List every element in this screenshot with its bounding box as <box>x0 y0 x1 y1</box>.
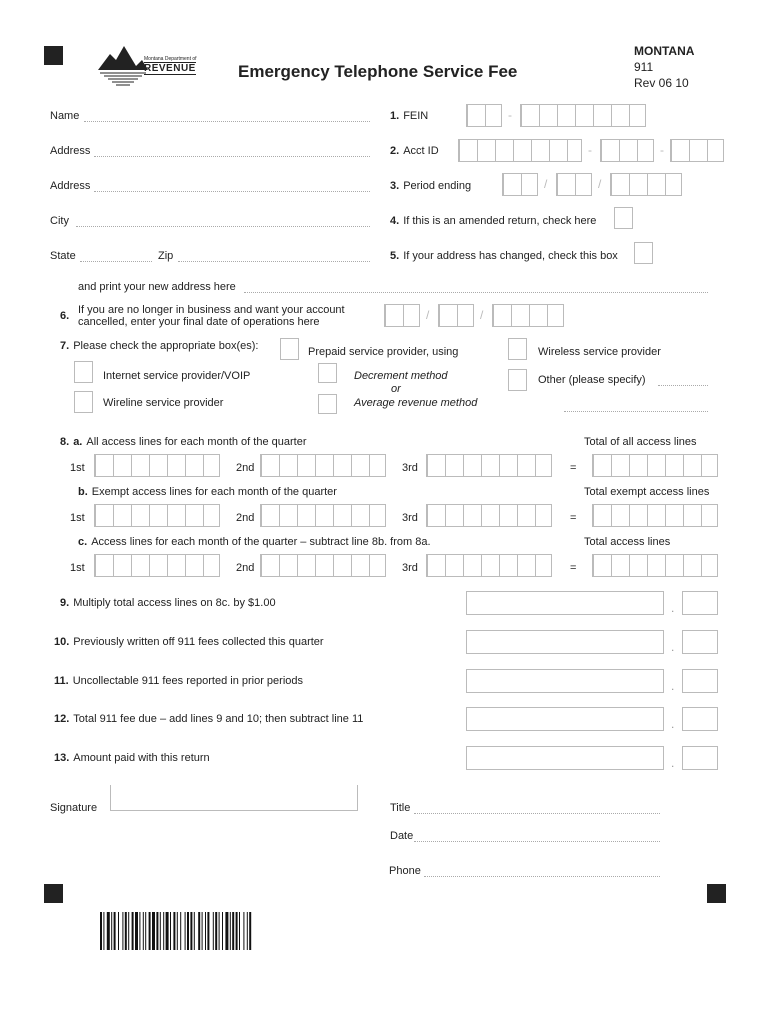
line13-dollars-input[interactable] <box>466 746 664 770</box>
line8c-month1-label: 1st <box>70 562 85 574</box>
line8a-equals: = <box>570 462 577 474</box>
line8a-month2-label: 2nd <box>236 462 255 474</box>
line8c-label: c. Access lines for each month of the quarter – subtract line 8b. from 8a. <box>78 536 431 548</box>
line9-label: 9. Multiply total access lines on 8c. by $1.00 <box>60 597 276 609</box>
line8c-total-label: Total access lines <box>584 536 671 548</box>
wireline-label: Wireline service provider <box>103 397 224 409</box>
line12-cents-input[interactable] <box>682 707 718 731</box>
address-changed-checkbox[interactable] <box>634 242 653 264</box>
line11-decimal: . <box>671 679 675 693</box>
title-field[interactable] <box>414 813 660 814</box>
line11-dollars-input[interactable] <box>466 669 664 693</box>
phone-field[interactable] <box>424 876 660 877</box>
fein-label: 1. FEIN <box>390 110 429 122</box>
barcode <box>100 912 354 950</box>
state-name: MONTANA <box>634 44 695 58</box>
period-year-input[interactable] <box>610 173 682 196</box>
fein-input[interactable] <box>520 104 646 127</box>
line8b-total-label: Total exempt access lines <box>584 486 710 498</box>
new-address-field[interactable] <box>244 292 708 293</box>
line8c-month3-input[interactable] <box>426 554 552 577</box>
registration-mark-top-left <box>44 46 63 65</box>
prepaid-checkbox[interactable] <box>280 338 299 360</box>
line8c-month1-input[interactable] <box>94 554 220 577</box>
line10-dollars-input[interactable] <box>466 630 664 654</box>
line11-label: 11. Uncollectable 911 fees reported in prior periods <box>54 675 304 687</box>
other-label: Other (please specify) <box>538 374 646 386</box>
line13-cents-input[interactable] <box>682 746 718 770</box>
final-date-slash-1: / <box>426 308 430 322</box>
wireless-label: Wireless service provider <box>538 346 661 358</box>
fein-prefix-input[interactable] <box>466 104 502 127</box>
other-specify-field-2[interactable] <box>564 411 708 412</box>
line6-text-2: cancelled, enter your final date of operations here <box>78 316 320 328</box>
other-checkbox[interactable] <box>508 369 527 391</box>
line8c-equals: = <box>570 562 577 574</box>
line8a-total-input[interactable] <box>592 454 718 477</box>
line9-cents-input[interactable] <box>682 591 718 615</box>
acct-id-input-2[interactable] <box>600 139 654 162</box>
new-address-label: and print your new address here <box>78 281 236 293</box>
line9-dollars-input[interactable] <box>466 591 664 615</box>
logo-department-text: Montana Department of <box>144 56 197 62</box>
phone-label: Phone <box>389 865 421 877</box>
signature-label: Signature <box>50 802 98 814</box>
period-label: 3. Period ending <box>390 180 472 192</box>
date-field[interactable] <box>414 841 660 842</box>
line8b-month3-input[interactable] <box>426 504 552 527</box>
name-label: Name <box>50 110 80 122</box>
line10-label: 10. Previously written off 911 fees collected this quarter <box>54 636 324 648</box>
period-slash-2: / <box>598 177 602 191</box>
decrement-label: Decrement method <box>354 370 448 382</box>
period-month-input[interactable] <box>502 173 538 196</box>
final-date-slash-2: / <box>480 308 484 322</box>
changed-label: 5. If your address has changed, check this box <box>390 250 618 262</box>
period-slash-1: / <box>544 177 548 191</box>
line8c-month2-label: 2nd <box>236 562 255 574</box>
other-specify-field[interactable] <box>658 385 708 386</box>
internet-checkbox[interactable] <box>74 361 93 383</box>
line13-decimal: . <box>671 756 675 770</box>
line8a-month2-input[interactable] <box>260 454 386 477</box>
acct-dash-1: - <box>588 143 592 157</box>
line9-decimal: . <box>671 601 675 615</box>
line8c-total-input[interactable] <box>592 554 718 577</box>
date-label: Date <box>390 830 414 842</box>
line8a-month3-label: 3rd <box>402 462 418 474</box>
name-field[interactable] <box>84 121 370 122</box>
average-checkbox[interactable] <box>318 394 337 414</box>
line8b-month1-label: 1st <box>70 512 85 524</box>
address2-label: Address <box>50 180 91 192</box>
address1-field[interactable] <box>94 156 370 157</box>
acct-id-input-1[interactable] <box>458 139 582 162</box>
revenue-logo <box>96 42 197 90</box>
line8c-month2-input[interactable] <box>260 554 386 577</box>
form-number: 911 <box>634 60 654 74</box>
wireline-checkbox[interactable] <box>74 391 93 413</box>
or-label: or <box>391 383 401 395</box>
line8a-month3-input[interactable] <box>426 454 552 477</box>
line6-text-1: If you are no longer in business and want your account <box>78 304 345 316</box>
line8b-label: b. Exempt access lines for each month of the quarter <box>78 486 337 498</box>
barcode-image <box>100 912 354 950</box>
amended-checkbox[interactable] <box>614 207 633 229</box>
line10-cents-input[interactable] <box>682 630 718 654</box>
line10-decimal: . <box>671 640 675 654</box>
state-label: State <box>50 250 76 262</box>
line12-dollars-input[interactable] <box>466 707 664 731</box>
title-label: Title <box>390 802 411 814</box>
zip-label: Zip <box>158 250 174 262</box>
revision: Rev 06 10 <box>634 76 689 90</box>
prepaid-label: Prepaid service provider, using <box>308 346 459 358</box>
final-date-month-input[interactable] <box>384 304 420 327</box>
city-field[interactable] <box>76 226 370 227</box>
address1-label: Address <box>50 145 91 157</box>
line8b-month2-input[interactable] <box>260 504 386 527</box>
line12-label: 12. Total 911 fee due – add lines 9 and 10; then subtract line 11 <box>54 713 364 725</box>
line6-number: 6. <box>60 310 70 322</box>
address2-field[interactable] <box>94 191 370 192</box>
signature-field[interactable] <box>110 785 358 811</box>
registration-mark-bottom-right <box>707 884 726 903</box>
decrement-checkbox[interactable] <box>318 363 337 383</box>
line8b-total-input[interactable] <box>592 504 718 527</box>
internet-label: Internet service provider/VOIP <box>103 370 251 382</box>
fein-dash: - <box>508 108 512 122</box>
line8a-label: 8. a. All access lines for each month of the quarter <box>60 436 307 448</box>
final-date-year-input[interactable] <box>492 304 564 327</box>
line8c-month3-label: 3rd <box>402 562 418 574</box>
form-title: Emergency Telephone Service Fee <box>238 62 518 81</box>
registration-mark-bottom-left <box>44 884 63 903</box>
line8a-total-label: Total of all access lines <box>584 436 697 448</box>
line8b-month2-label: 2nd <box>236 512 255 524</box>
line8b-equals: = <box>570 512 577 524</box>
line13-label: 13. Amount paid with this return <box>54 752 210 764</box>
acct-id-input-3[interactable] <box>670 139 724 162</box>
zip-field[interactable] <box>178 261 370 262</box>
line7-label: 7. Please check the appropriate box(es): <box>60 340 259 352</box>
state-field[interactable] <box>80 261 152 262</box>
city-label: City <box>50 215 69 227</box>
acct-dash-2: - <box>660 143 664 157</box>
wireless-checkbox[interactable] <box>508 338 527 360</box>
average-label: Average revenue method <box>354 397 478 409</box>
line8a-month1-input[interactable] <box>94 454 220 477</box>
line12-decimal: . <box>671 717 675 731</box>
final-date-day-input[interactable] <box>438 304 474 327</box>
line8b-month3-label: 3rd <box>402 512 418 524</box>
amended-label: 4. If this is an amended return, check here <box>390 215 597 227</box>
line11-cents-input[interactable] <box>682 669 718 693</box>
acct-label: 2. Acct ID <box>390 145 439 157</box>
logo-revenue-text: REVENUE <box>144 63 196 74</box>
period-day-input[interactable] <box>556 173 592 196</box>
line8b-month1-input[interactable] <box>94 504 220 527</box>
line8a-month1-label: 1st <box>70 462 85 474</box>
